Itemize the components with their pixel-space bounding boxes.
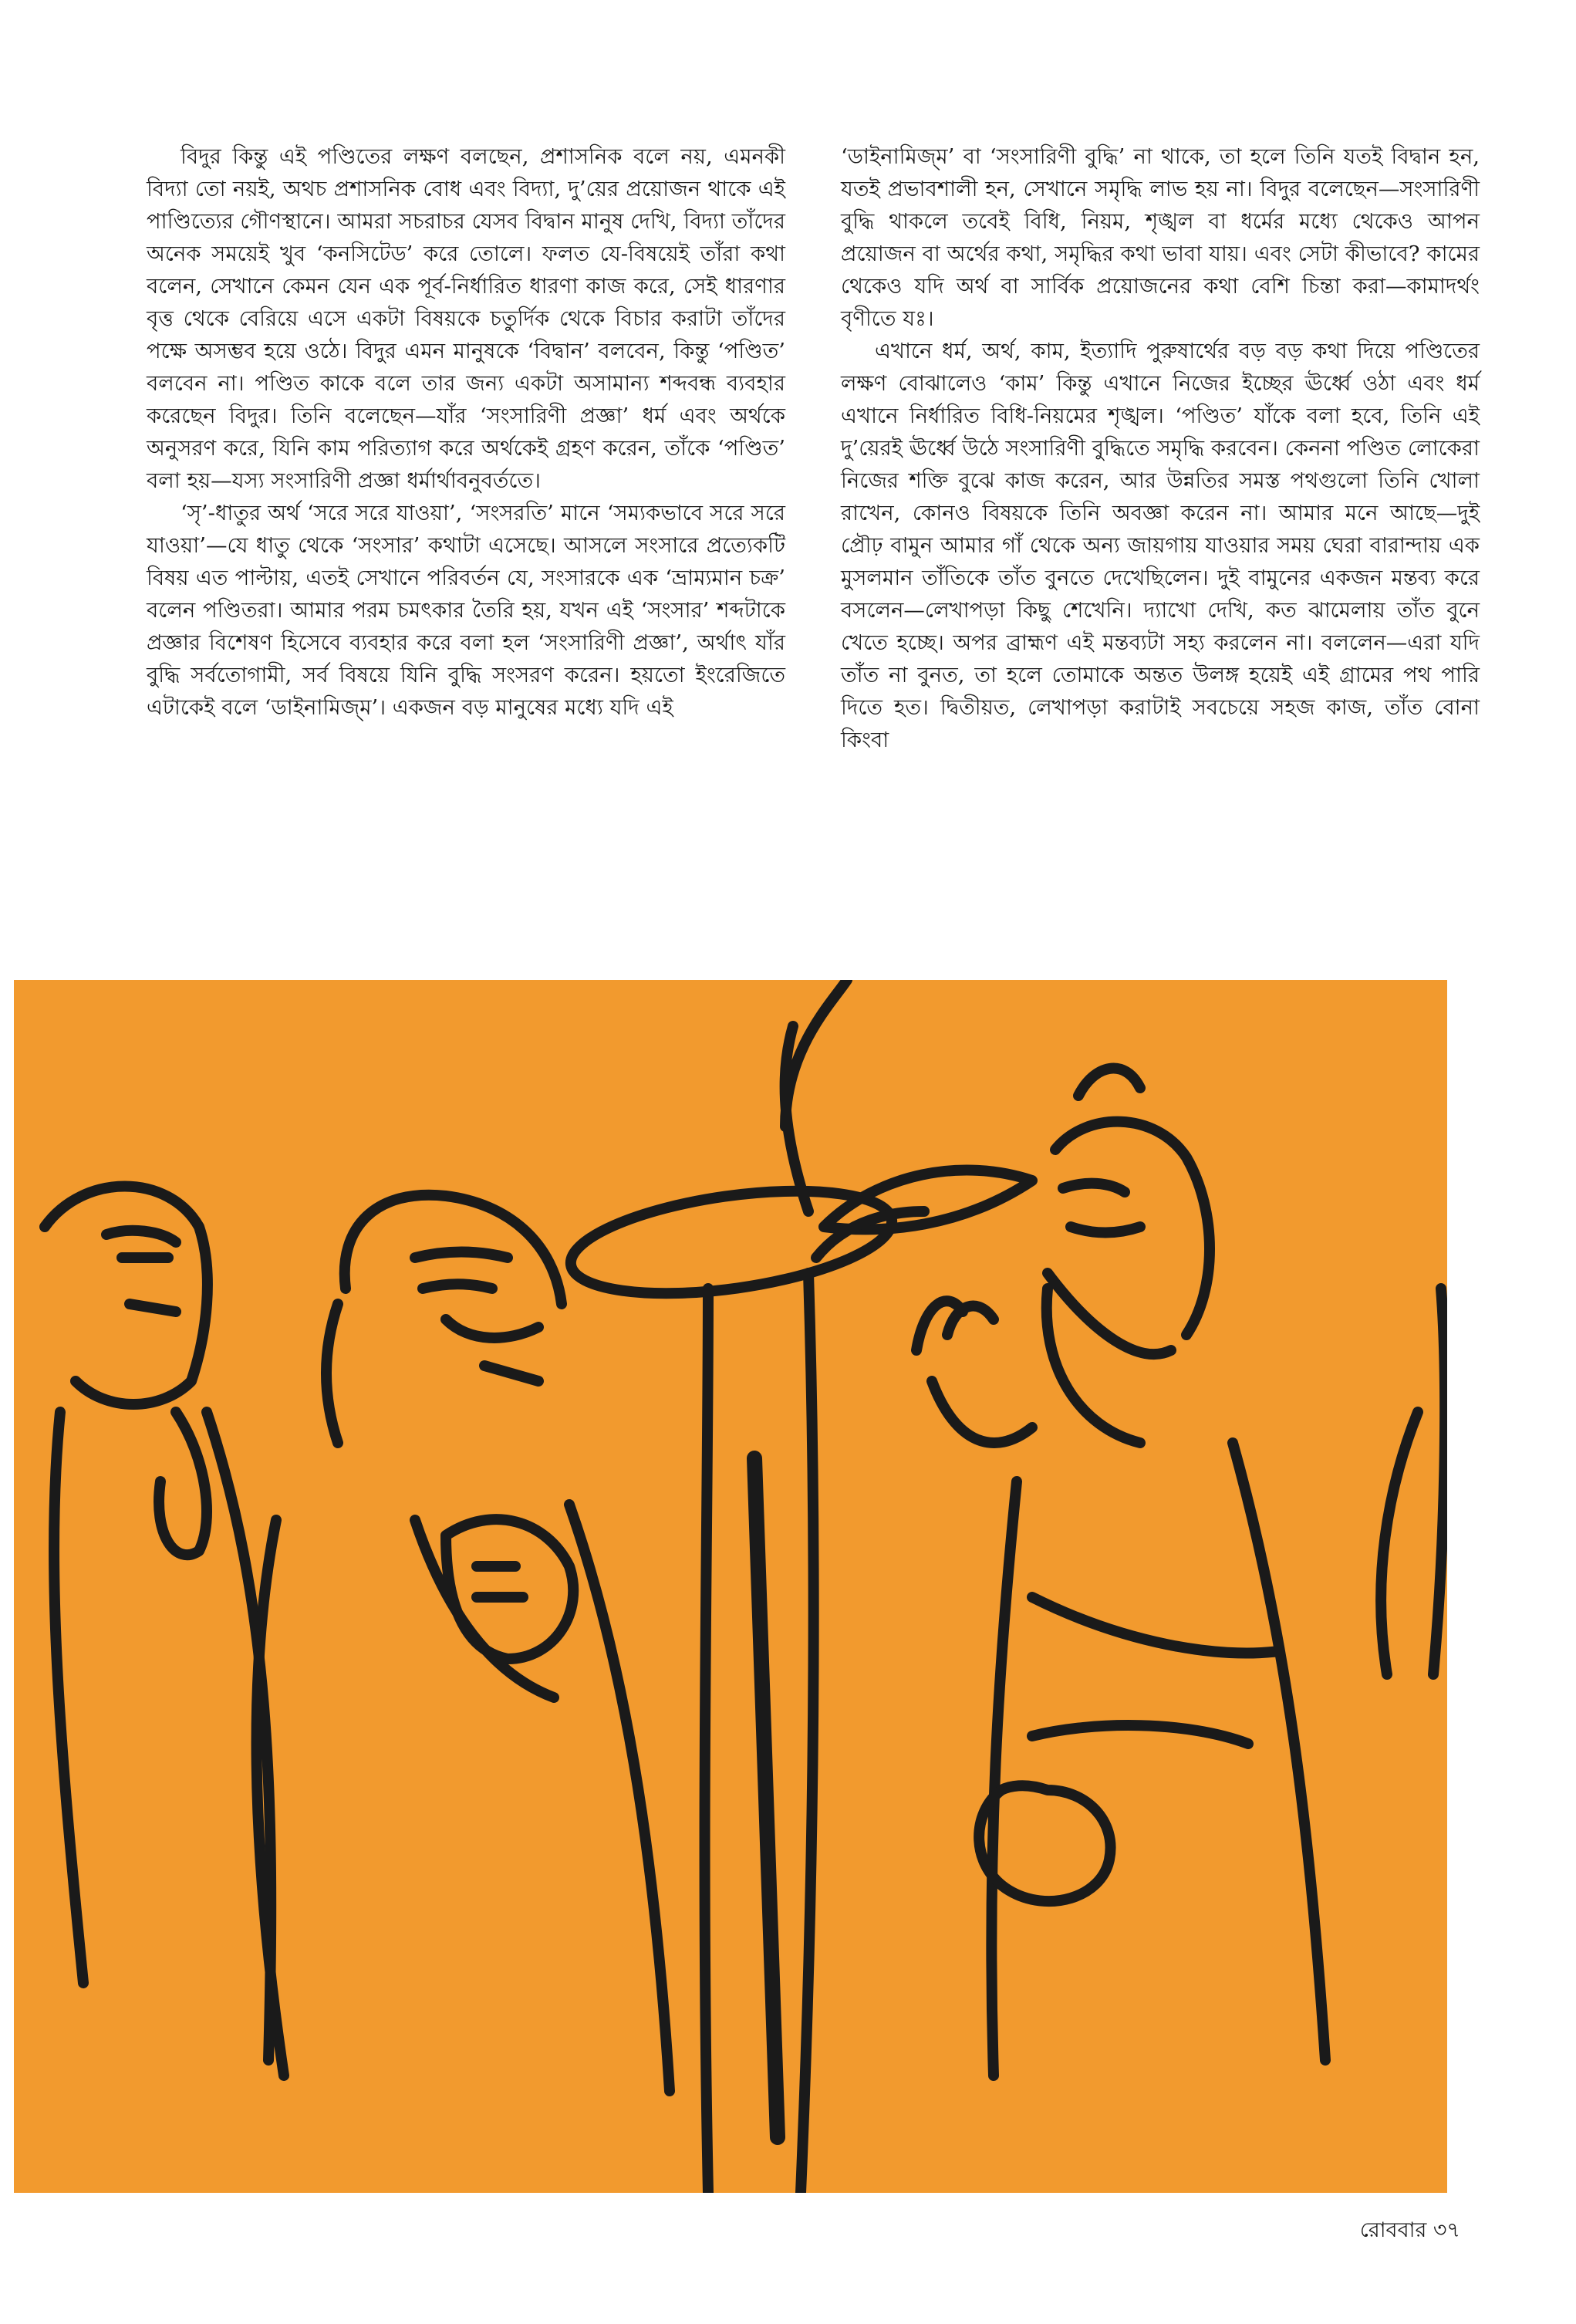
page-folio: রোববার ৩৭: [1359, 2218, 1460, 2242]
figure-middle-hands: [446, 1519, 573, 1659]
figure-right-beard: [1047, 1289, 1140, 1443]
ink-illustration: [14, 980, 1447, 2193]
article-right-column: [841, 140, 1480, 756]
figure-right-arm: [1032, 1725, 1248, 1744]
figure-middle-hands: [477, 1566, 523, 1597]
paragraph: ‘ডাইনামিজ্‌ম’ বা ‘সংসারিণী বুদ্ধি’ না থাকে, তা হলে তিনি যতই বিদ্বান হন, যতই প্রভাবশালী হন, সেখানে সমৃদ্ধি লাভ হয় না। বিদুর বলেছেন—সংসারিণী বুদ্ধি থাকলে তবেই বিধি, নিয়ম, শৃঙ্খল বা ধর্মের মধ্যে থেকেও আপন প্রয়োজন বা অর্থের কথা, সমৃদ্ধির কথা ভাবা যায়। এবং সেটা কীভাবে? কামের থেকেও যদি অর্থ বা সার্বিক প্রয়োজনের কথা বেশি চিন্তা করা—কামাদর্থং বৃণীতে যঃ।: [841, 144, 1480, 331]
leaf-shape: [565, 1174, 899, 1310]
figure-middle-face: [415, 1252, 538, 1382]
figure-right-head: [1055, 1069, 1210, 1335]
figure-left-face: [106, 1231, 176, 1312]
figure-left-hands: [159, 1412, 207, 1555]
figure-right-hand-raised: [916, 1301, 1032, 1443]
figure-middle-body: [257, 1505, 670, 2091]
article-left-column: [147, 140, 785, 724]
illustration-drawing: [14, 980, 1447, 2193]
figure-left-head: [45, 1187, 208, 1405]
paragraph: ‘সৃ’-ধাতুর অর্থ ‘সরে সরে যাওয়া’, ‘সংসরতি’ মানে ‘সম্যকভাবে সরে সরে যাওয়া’—যে ধাতু থেকে ‘সংসার’ কথাটা এসেছে। আসলে সংসারে প্রত্যেকটি বিষয় এত পাল্টায়, এতই সেখানে পরিবর্তন যে, সংসারকে এক ‘ভ্রাম্যমান চক্র’ বলেন পণ্ডিতরা। আমার পরম চমৎকার তৈরি হয়, যখন এই ‘সংসার’ শব্দটাকে প্রজ্ঞার বিশেষণ হিসেবে ব্যবহার করে বলা হল ‘সংসারিণী প্রজ্ঞা’, অর্থাৎ যাঁর বুদ্ধি সর্বতোগামী, সর্ব বিষয়ে যিনি বুদ্ধি সংসরণ করেন। হয়তো ইংরেজিতে এটাকেই বলে ‘ডাইনামিজ্‌ম’। একজন বড় মানুষের মধ্যে যদি এই: [147, 501, 785, 720]
tree-trunk: [801, 1273, 814, 2193]
figure-right-body: [991, 1443, 1325, 2076]
paragraph: বিদুর কিন্তু এই পণ্ডিতের লক্ষণ বলছেন, প্রশাসনিক বলে নয়, এমনকী বিদ্যা তো নয়ই, অথচ প্রশাসনিক বোধ এবং বিদ্যা, দু’য়ের প্রয়োজন থাকে এই পাণ্ডিত্যের গৌণস্থানে। আমরা সচরাচর যেসব বিদ্বান মানুষ দেখি, বিদ্যা তাঁদের অনেক সময়েই খুব ‘কনসিটেড’ করে তোলে। ফলত যে-বিষয়েই তাঁরা কথা বলেন, সেখানে কেমন যেন এক পূর্ব-নির্ধারিত ধারণা কাজ করে, সেই ধারণার বৃত্ত থেকে বেরিয়ে এসে একটা বিষয়কে চতুর্দিক থেকে বিচার করাটা তাঁদের পক্ষে অসম্ভব হয়ে ওঠে। বিদুর এমন মানুষকে ‘বিদ্বান’ বলবেন, কিন্তু ‘পণ্ডিত’ বলবেন না। পণ্ডিত কাকে বলে তার জন্য একটা অসামান্য শব্দবন্ধ ব্যবহার করেছেন বিদুর। তিনি বলেছেন—যাঁর ‘সংসারিণী প্রজ্ঞা’ ধর্ম এবং অর্থকে অনুসরণ করে, যিনি কাম পরিত্যাগ করে অর্থকেই গ্রহণ করেন, তাঁকে ‘পণ্ডিত’ বলা হয়—যস্য সংসারিণী প্রজ্ঞা ধর্মার্থাবনুবর্ততে।: [147, 144, 785, 493]
figure-far-right: [1381, 1289, 1445, 1674]
leaf-shape: [785, 980, 847, 1211]
tree-trunk: [705, 1289, 708, 2193]
paragraph: এখানে ধর্ম, অর্থ, কাম, ইত্যাদি পুরুষার্থের বড় বড় কথা দিয়ে পণ্ডিতের লক্ষণ বোঝালেও ‘কাম’ কিন্তু এখানে নিজের ইচ্ছের ঊর্ধ্বে ওঠা এবং ধর্ম এখানে নির্ধারিত বিধি-নিয়মের শৃঙ্খল। ‘পণ্ডিত’ যাঁকে বলা হবে, তিনি এই দু’য়েরই ঊর্ধ্বে উঠে সংসারিণী বুদ্ধিতে সমৃদ্ধি করবেন। কেননা পণ্ডিত লোকেরা নিজের শক্তি বুঝে কাজ করেন, আর উন্নতির সমস্ত পথগুলো তিনি খোলা রাখেন, কোনও বিষয়কে তিনি অবজ্ঞা করেন না। আমার মনে আছে—দুই প্রৌঢ় বামুন আমার গাঁ থেকে অন্য জায়গায় যাওয়ার সময় ঘেরা বারান্দায় এক মুসলমান তাঁতিকে তাঁত বুনতে দেখেছিলেন। দুই বামুনের একজন মন্তব্য করে বসলেন—লেখাপড়া কিছু শেখেনি। দ্যাখো দেখি, কত ঝামেলায় তাঁত বুনে খেতে হচ্ছে। অপর ব্রাহ্মণ এই মন্তব্যটা সহ্য করলেন না। বললেন—এরা যদি তাঁত না বুনত, তা হলে তোমাকে অন্তত উলঙ্গ হয়েই এই গ্রামের পথ পারি দিতে হত। দ্বিতীয়ত, লেখাপড়া করাটাই সবচেয়ে সহজ কাজ, তাঁত বোনা কিংবা: [841, 339, 1480, 752]
figure-right-face: [1048, 1184, 1171, 1354]
tree-trunk: [754, 1458, 778, 2137]
